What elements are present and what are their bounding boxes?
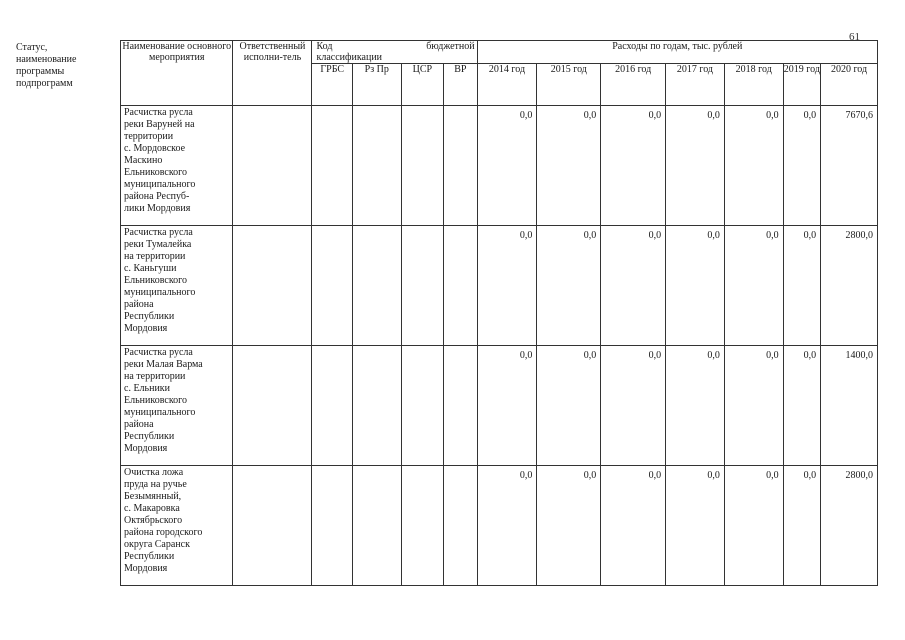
value-cell: 0,0 [666, 466, 725, 586]
status-header: Статус, наименование программы подпрограмм [16, 42, 77, 89]
value-cell: 2800,0 [821, 226, 878, 346]
grbs-cell [312, 226, 353, 346]
responsible-cell [233, 226, 312, 346]
name-header: Наименование основного мероприятия [121, 41, 233, 106]
year-header: 2019 год [783, 64, 820, 106]
activity-name: Расчистка русла реки Малая Варма на территории с. Ельники Ельниковского муниципального района Республики Мордовия [121, 346, 233, 466]
activity-name: Очистка ложа пруда на ручье Безымянный, с. Макаровка Октябрьского района городского округа Саранск Республики Мордовия [121, 466, 233, 586]
value-cell: 0,0 [477, 106, 537, 226]
value-cell: 0,0 [537, 346, 601, 466]
year-header: 2016 год [601, 64, 666, 106]
grbs-cell [312, 466, 353, 586]
value-cell: 0,0 [601, 106, 666, 226]
value-cell: 0,0 [783, 106, 820, 226]
value-cell: 2800,0 [821, 466, 878, 586]
vr-cell [444, 466, 477, 586]
table-row [121, 346, 878, 466]
csr-cell [401, 466, 444, 586]
expenses-header: Расходы по годам, тыс. рублей [477, 41, 877, 64]
activity-name: Расчистка русла реки Варуней на территории с. Мордовское Маскино Ельниковского муниципального района Респуб- лики Мордовия [121, 106, 233, 226]
value-cell: 0,0 [537, 226, 601, 346]
status-column-fragment [16, 40, 121, 269]
expenses-table [120, 40, 878, 586]
vr-header: ВР [444, 64, 477, 106]
value-cell: 0,0 [724, 106, 783, 226]
page-number: 61 [849, 31, 860, 43]
responsible-header: Ответственный исполни-тель [233, 41, 312, 106]
rzpr-cell [352, 466, 401, 586]
csr-cell [401, 226, 444, 346]
value-cell: 0,0 [477, 226, 537, 346]
value-cell: 0,0 [783, 346, 820, 466]
table-row [121, 466, 878, 586]
year-header: 2014 год [477, 64, 537, 106]
responsible-cell [233, 346, 312, 466]
vr-cell [444, 106, 477, 226]
value-cell: 0,0 [783, 226, 820, 346]
budget-code-header [312, 41, 477, 64]
value-cell: 0,0 [666, 226, 725, 346]
value-cell: 0,0 [666, 346, 725, 466]
value-cell: 0,0 [537, 466, 601, 586]
value-cell: 0,0 [724, 466, 783, 586]
year-header: 2015 год [537, 64, 601, 106]
rzpr-cell [352, 226, 401, 346]
vr-cell [444, 346, 477, 466]
csr-header: ЦСР [401, 64, 444, 106]
rzpr-cell [352, 346, 401, 466]
year-header: 2017 год [666, 64, 725, 106]
grbs-cell [312, 346, 353, 466]
responsible-cell [233, 466, 312, 586]
code-word-2: бюджетной [426, 41, 475, 52]
value-cell: 0,0 [477, 346, 537, 466]
value-cell: 0,0 [724, 346, 783, 466]
year-header: 2020 год [821, 64, 878, 106]
responsible-cell [233, 106, 312, 226]
value-cell: 0,0 [601, 466, 666, 586]
table-row [121, 106, 878, 226]
value-cell: 0,0 [724, 226, 783, 346]
value-cell: 0,0 [666, 106, 725, 226]
value-cell: 0,0 [601, 346, 666, 466]
value-cell: 0,0 [537, 106, 601, 226]
code-word-3: классификации [316, 52, 383, 63]
value-cell: 7670,6 [821, 106, 878, 226]
csr-cell [401, 106, 444, 226]
value-cell: 1400,0 [821, 346, 878, 466]
grbs-cell [312, 106, 353, 226]
rzpr-header: Рз Пр [352, 64, 401, 106]
year-header: 2018 год [724, 64, 783, 106]
code-word-1: Код [316, 41, 333, 52]
activity-name: Расчистка русла реки Тумалейка на территории с. Каньгуши Ельниковского муниципального района Республики Мордовия [121, 226, 233, 346]
vr-cell [444, 226, 477, 346]
table-row [121, 226, 878, 346]
csr-cell [401, 346, 444, 466]
value-cell: 0,0 [477, 466, 537, 586]
value-cell: 0,0 [601, 226, 666, 346]
grbs-header: ГРБС [312, 64, 353, 106]
rzpr-cell [352, 106, 401, 226]
value-cell: 0,0 [783, 466, 820, 586]
